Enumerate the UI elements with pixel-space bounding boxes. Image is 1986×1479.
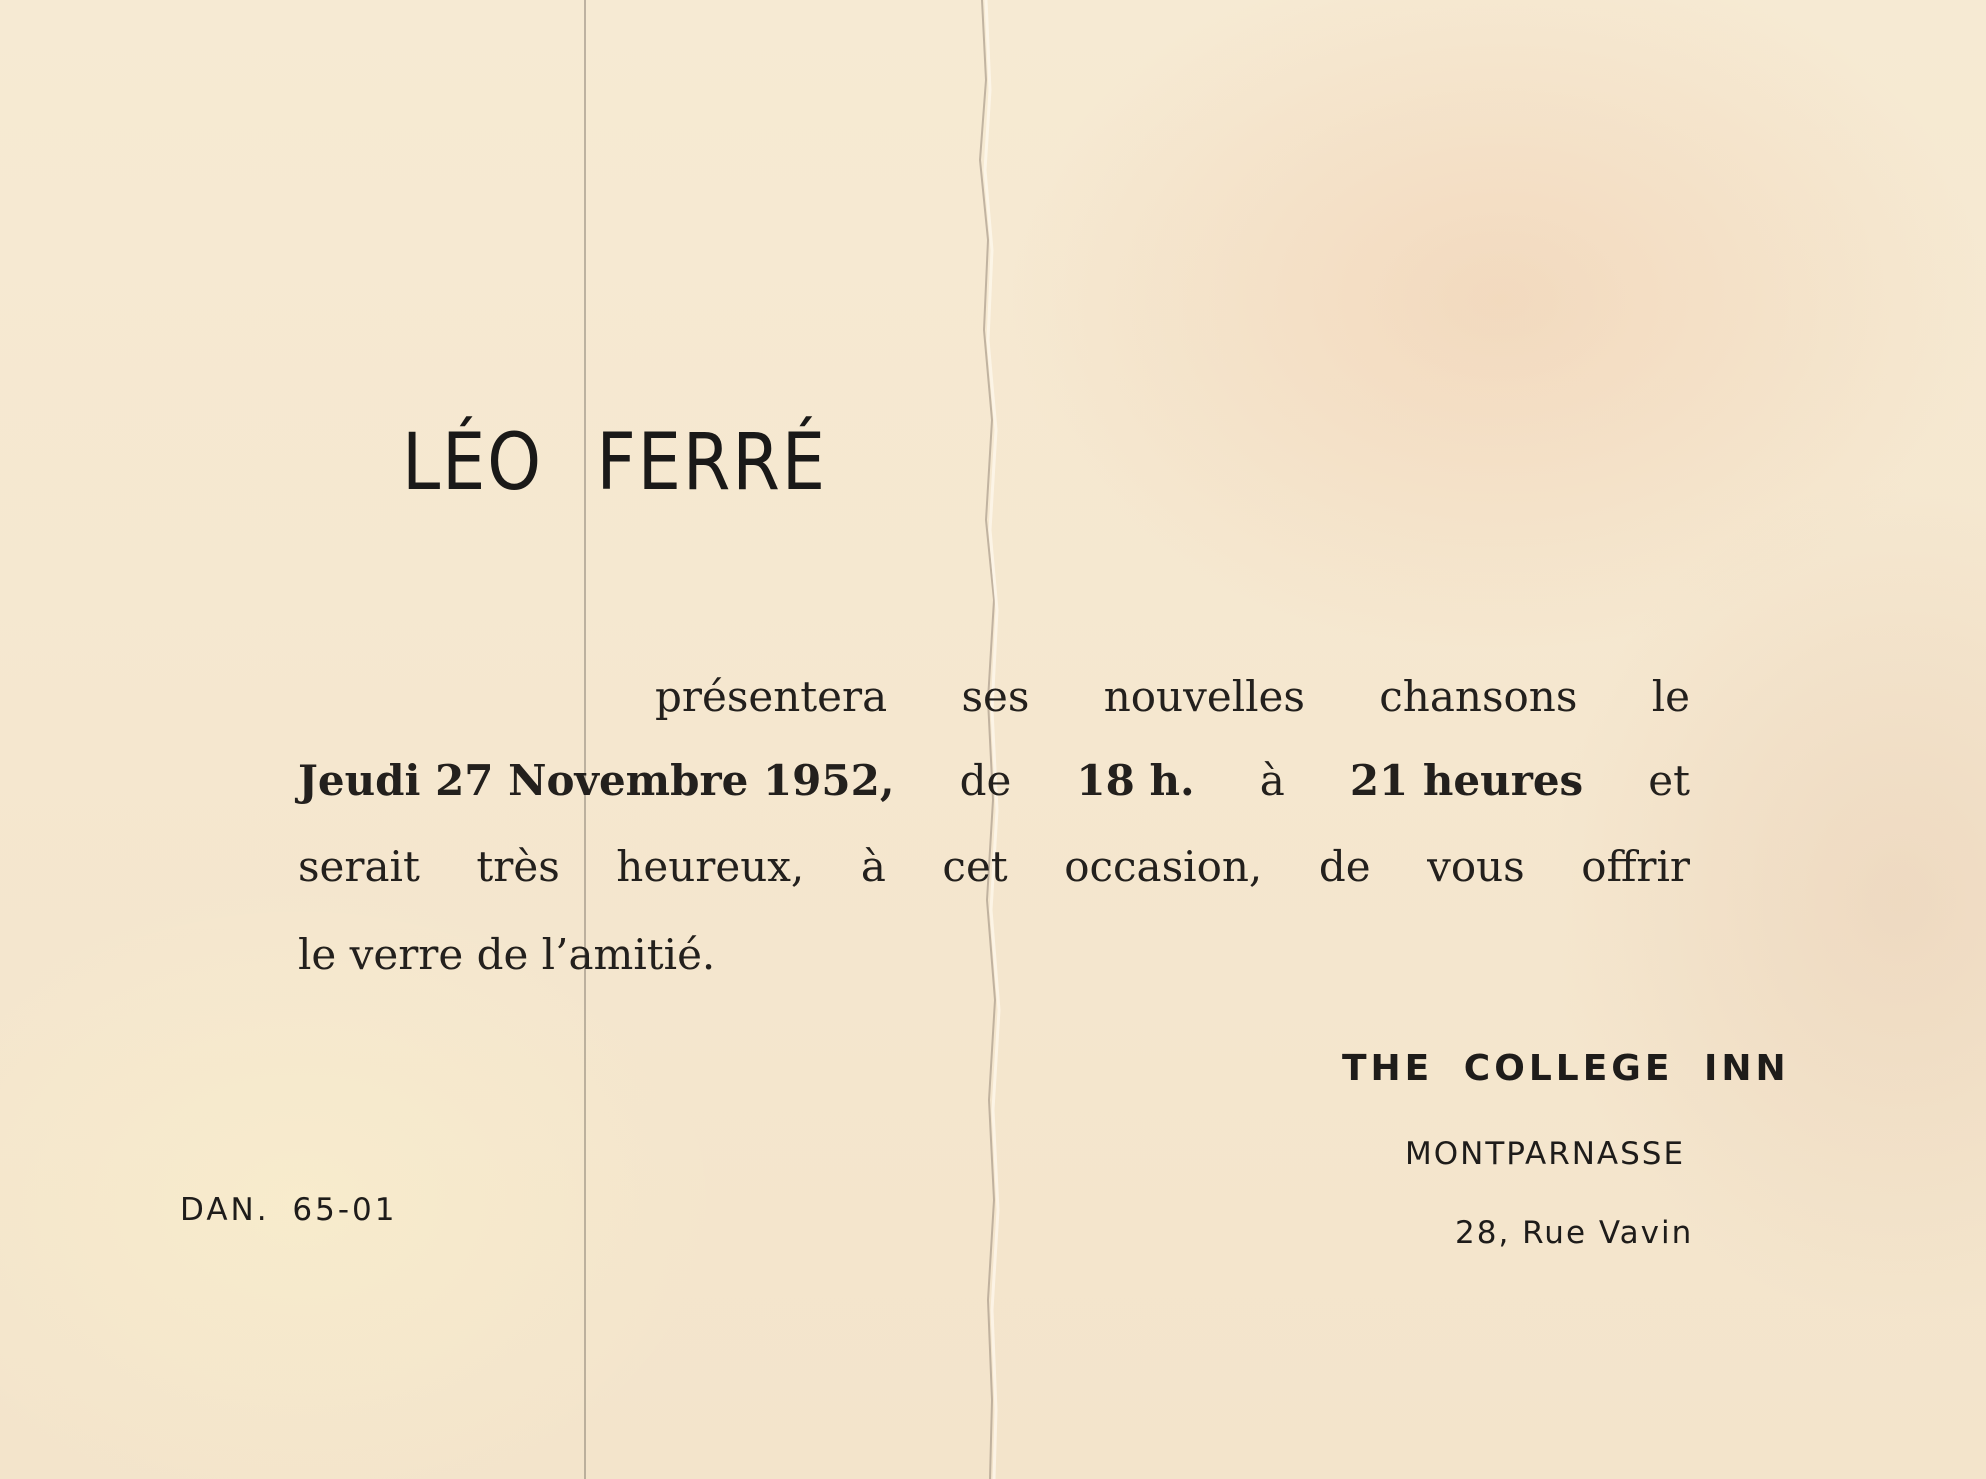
fold-line: [584, 0, 586, 1479]
phone-number: DAN. 65-01: [180, 1192, 398, 1228]
word-a: à: [1259, 756, 1285, 805]
invitation-line-1: présentera ses nouvelles chansons le: [655, 672, 1690, 721]
venue-address: 28, Rue Vavin: [1455, 1215, 1694, 1251]
word-de: de: [959, 756, 1012, 805]
event-date: Jeudi 27 Novembre 1952,: [298, 756, 895, 805]
venue-district: MONTPARNASSE: [1405, 1136, 1686, 1172]
invitation-line-4: le verre de l’amitié.: [298, 930, 716, 979]
invitation-line-3: serait très heureux, à cet occasion, de vous offrir: [298, 842, 1690, 891]
start-time: 18 h.: [1076, 756, 1195, 805]
artist-name: LÉO FERRÉ: [402, 418, 827, 508]
word-et: et: [1648, 756, 1690, 805]
invitation-line-2: [298, 756, 1690, 805]
end-time: 21 heures: [1349, 756, 1584, 805]
venue-name: THE COLLEGE INN: [1342, 1048, 1790, 1089]
paper-crease: [960, 0, 1020, 1479]
